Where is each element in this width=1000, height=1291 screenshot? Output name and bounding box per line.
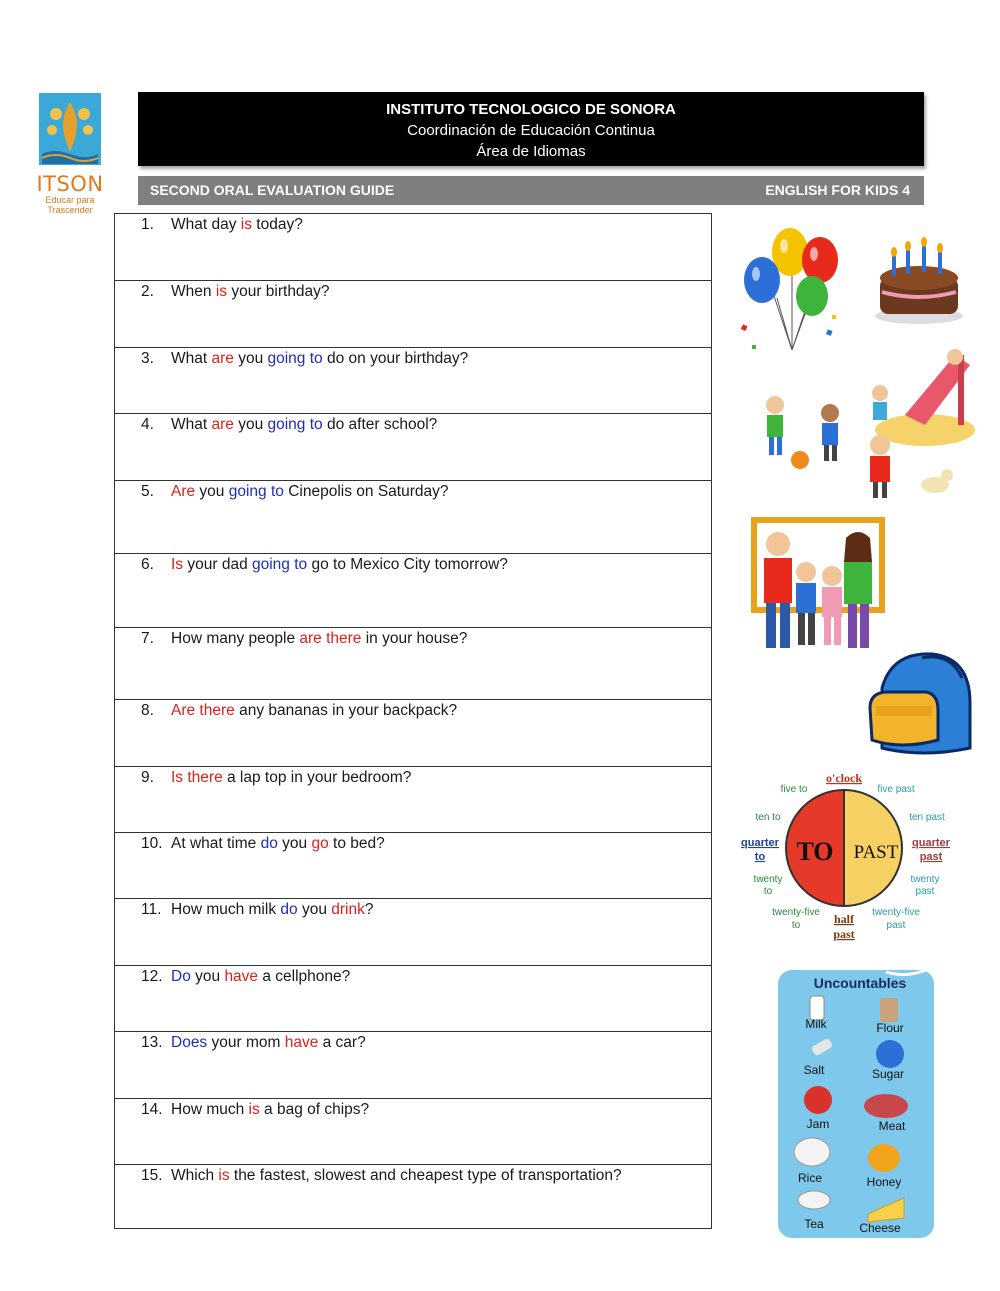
- question-segment: you: [233, 416, 268, 433]
- clock-ten-past-label: ten past: [909, 812, 945, 823]
- question-text: [141, 556, 508, 574]
- question-text: [141, 483, 448, 501]
- question-segment: ?: [364, 901, 374, 918]
- question-segment: go to Mexico City tomorrow?: [307, 556, 508, 573]
- question-keyword: is: [215, 283, 228, 300]
- clock-oclock-label: o'clock: [826, 771, 862, 785]
- question-keyword: going to: [267, 416, 323, 433]
- balloons-image: [732, 220, 852, 360]
- coordination-subtitle: Coordinación de Educación Continua: [407, 122, 655, 139]
- question-row: [115, 1164, 711, 1230]
- question-keyword: do: [260, 835, 278, 852]
- family-photo-image: [748, 516, 888, 661]
- clock-twenty-past-label: twenty: [910, 874, 940, 885]
- clock-half-label: half: [833, 912, 855, 926]
- uncountables-title: Uncountables: [813, 975, 907, 991]
- question-keyword: Are there: [171, 702, 235, 719]
- question-number: 3.: [141, 350, 154, 367]
- question-number: 6.: [141, 556, 154, 573]
- question-segment: Cinepolis on Saturday?: [283, 483, 449, 500]
- question-segment: a car?: [318, 1034, 366, 1051]
- question-text: [141, 702, 457, 720]
- question-segment: a bag of chips?: [259, 1101, 370, 1118]
- question-segment: you: [297, 901, 332, 918]
- question-keyword: go: [311, 835, 329, 852]
- question-number: 2.: [141, 283, 154, 300]
- question-segment: a cellphone?: [258, 968, 351, 985]
- question-number: 15.: [141, 1167, 163, 1184]
- clock-twenty-to-label: twenty: [753, 874, 783, 885]
- uncountables-chart: [776, 966, 936, 1241]
- clock-twentyfive-past-label: past: [886, 920, 906, 931]
- question-segment: you: [277, 835, 312, 852]
- question-number: 1.: [141, 216, 154, 233]
- question-text: [141, 283, 330, 301]
- question-keyword: Are: [171, 483, 196, 500]
- clock-ten-to-label: ten to: [755, 812, 781, 823]
- clock-quarter-past-label: quarter: [912, 837, 950, 849]
- question-number: 5.: [141, 483, 154, 500]
- question-keyword: is: [248, 1101, 260, 1118]
- clock-twentyfive-past-label: twenty-five: [872, 907, 920, 918]
- question-number: 4.: [141, 416, 154, 433]
- uncountable-item-label: Honey: [866, 1175, 902, 1189]
- kids-playing-image: [755, 345, 980, 505]
- question-keyword: drink: [331, 901, 365, 918]
- question-row: [115, 699, 711, 766]
- clock-twenty-past-label: past: [915, 886, 935, 897]
- uncountable-item-label: Flour: [876, 1021, 904, 1035]
- question-segment: your birthday?: [227, 283, 330, 300]
- backpack-image: [862, 648, 977, 760]
- question-segment: What day: [171, 216, 241, 233]
- question-number: 14.: [141, 1101, 163, 1118]
- question-keyword: are: [211, 416, 234, 433]
- uncountable-item-label: Rice: [797, 1171, 823, 1185]
- question-keyword: Is: [171, 556, 184, 573]
- question-segment: you: [190, 968, 225, 985]
- question-text: [141, 1034, 366, 1052]
- question-row: [115, 965, 711, 1031]
- questions-table: [114, 213, 712, 1229]
- question-text: [141, 1167, 622, 1185]
- question-keyword: going to: [267, 350, 323, 367]
- uncountable-item-label: Jam: [806, 1117, 830, 1131]
- question-row: [115, 347, 711, 413]
- question-segment: a lap top in your bedroom?: [222, 769, 412, 786]
- question-row: [115, 627, 711, 699]
- question-number: 7.: [141, 630, 154, 647]
- question-segment: How much milk: [171, 901, 281, 918]
- question-row: [115, 1098, 711, 1164]
- question-segment: to bed?: [328, 835, 385, 852]
- document-header: [138, 92, 924, 166]
- question-keyword: do: [280, 901, 298, 918]
- logo-name: ITSON: [36, 172, 104, 196]
- itson-logo: [34, 92, 106, 215]
- question-segment: do on your birthday?: [322, 350, 469, 367]
- clock-past-label: PAST: [853, 842, 899, 863]
- question-text: [141, 416, 437, 434]
- question-keyword: are: [211, 350, 234, 367]
- question-number: 13.: [141, 1034, 163, 1051]
- uncountable-item-label: Milk: [805, 1017, 827, 1031]
- question-row: [115, 214, 711, 280]
- question-row: [115, 480, 711, 553]
- course-title: ENGLISH FOR KIDS 4: [765, 182, 910, 198]
- question-segment: you: [233, 350, 268, 367]
- question-number: 10.: [141, 835, 163, 852]
- question-text: [141, 630, 467, 648]
- question-keyword: Do: [171, 968, 191, 985]
- guide-subheader: [138, 176, 924, 205]
- question-segment: When: [171, 283, 216, 300]
- question-segment: the fastest, slowest and cheapest type of transportation?: [229, 1167, 622, 1184]
- question-segment: your mom: [207, 1034, 285, 1051]
- question-row: [115, 413, 711, 480]
- area-subtitle: Área de Idiomas: [476, 143, 586, 160]
- question-number: 9.: [141, 769, 154, 786]
- question-segment: How much: [171, 1101, 249, 1118]
- question-segment: your dad: [183, 556, 252, 573]
- question-keyword: Is there: [171, 769, 223, 786]
- question-row: [115, 553, 711, 627]
- question-keyword: are there: [299, 630, 362, 647]
- clock-twentyfive-to-label: to: [791, 920, 801, 931]
- question-row: [115, 766, 711, 832]
- question-segment: in your house?: [361, 630, 468, 647]
- question-segment: Which: [171, 1167, 219, 1184]
- uncountable-item-label: Salt: [803, 1063, 825, 1077]
- clock-quarter-to-label: quarter: [741, 837, 779, 849]
- question-text: [141, 350, 468, 368]
- question-text: [141, 769, 411, 787]
- question-segment: today?: [251, 216, 303, 233]
- guide-title: SECOND ORAL EVALUATION GUIDE: [150, 182, 395, 198]
- clock-twenty-to-label: to: [763, 886, 773, 897]
- uncountable-item-label: Tea: [804, 1217, 824, 1231]
- question-number: 8.: [141, 702, 154, 719]
- question-row: [115, 280, 711, 347]
- question-keyword: going to: [252, 556, 308, 573]
- question-row: [115, 832, 711, 898]
- question-text: [141, 968, 350, 986]
- uncountable-item-label: Sugar: [871, 1067, 905, 1081]
- clock-twentyfive-to-label: twenty-five: [772, 907, 820, 918]
- question-text: [141, 835, 385, 853]
- question-row: [115, 1031, 711, 1098]
- clock-quarter-to-label: to: [754, 851, 766, 863]
- question-segment: What: [171, 416, 212, 433]
- question-keyword: is: [218, 1167, 230, 1184]
- clock-time-chart: [738, 768, 953, 948]
- question-keyword: have: [284, 1034, 319, 1051]
- clock-five-to-label: five to: [780, 784, 808, 795]
- question-segment: any bananas in your backpack?: [234, 702, 458, 719]
- institute-title: INSTITUTO TECNOLOGICO DE SONORA: [386, 101, 676, 118]
- question-row: [115, 898, 711, 965]
- question-number: 12.: [141, 968, 163, 985]
- clock-to-label: TO: [796, 837, 834, 866]
- question-text: [141, 901, 373, 919]
- logo-tagline: Trascender: [47, 205, 93, 215]
- uncountable-item-label: Cheese: [859, 1221, 901, 1235]
- clock-half-label: past: [833, 927, 855, 941]
- question-text: [141, 1101, 369, 1119]
- clock-five-past-label: five past: [877, 784, 915, 795]
- question-segment: do after school?: [322, 416, 438, 433]
- question-keyword: Does: [171, 1034, 208, 1051]
- question-keyword: is: [240, 216, 252, 233]
- clock-quarter-past-label: past: [919, 851, 943, 863]
- question-keyword: have: [224, 968, 259, 985]
- question-segment: At what time: [171, 835, 261, 852]
- uncountable-item-label: Meat: [878, 1119, 906, 1133]
- logo-emblem-icon: [38, 92, 102, 166]
- logo-tagline: Educar para: [45, 195, 95, 205]
- question-keyword: going to: [228, 483, 284, 500]
- question-segment: you: [195, 483, 229, 500]
- question-text: [141, 216, 303, 234]
- question-segment: What: [171, 350, 212, 367]
- question-number: 11.: [141, 901, 162, 918]
- birthday-cake-image: [872, 236, 967, 326]
- question-segment: How many people: [171, 630, 300, 647]
